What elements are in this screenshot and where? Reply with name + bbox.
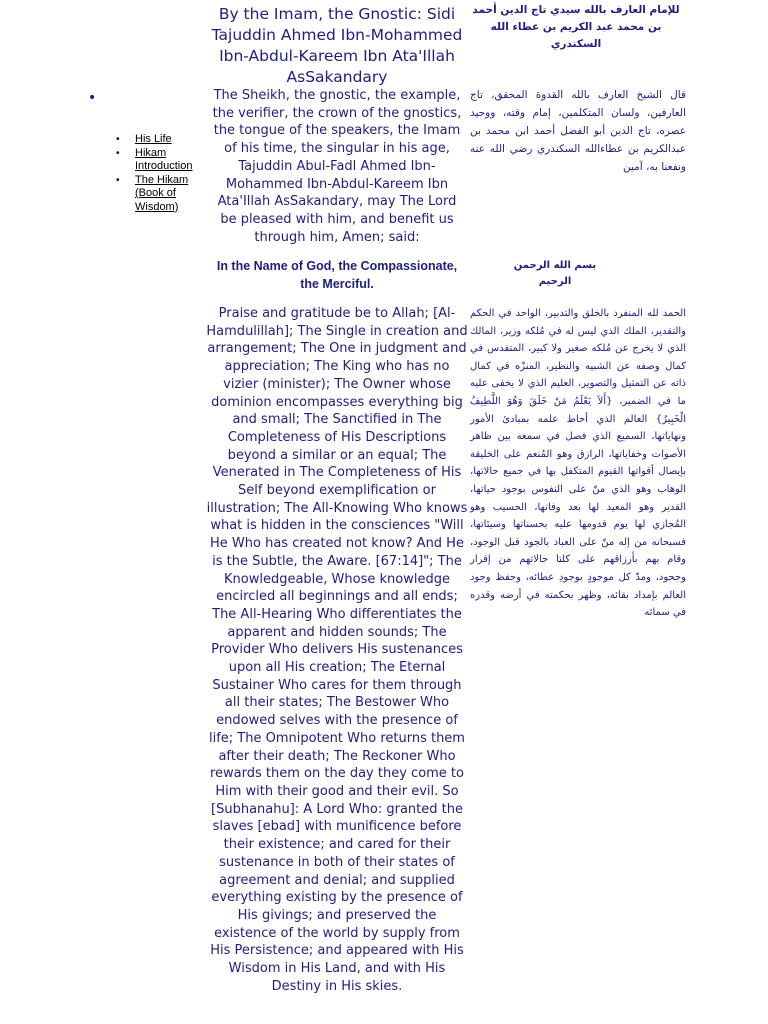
the-hikam-link[interactable]: The Hikam (Book of Wisdom) (135, 173, 189, 213)
english-body-text: Praise and gratitude be to Allah; [Al-Hamdulillah]; The Single in creation and arrangement; The One in judgment and appreciation; The King who has no vizier (minister); The Owner whose dominion encompasses everything big and small; The Sanctified in The Completeness of His Descriptions beyond a similar or an equal; The Venerated in The Completeness of His Self beyond exemplification or illustration; The All-Knowing Who knows what is hidden in the consciences "Will He Who has created not know? And He is the Subtle, the Aware. [67:14]"; The Knowledgeable, Whose knowledge encircled all beginnings and all ends; The All-Hearing Who differentiates the apparent and hidden sounds; The Provider Who delivers His sustenances upon all His creation; The Eternal Sustainer Who cares for them through all their states; The Bestower Who endowed selves with the presence of life; The Omnipotent Who returns them after their death; The Reckoner Who rewards them on the day they come to Him with their good and their evil. So [Subhanahu]: A Lord Who: granted the slaves [ebad] with munificence before their existence; and cared for their sustenance in both of their states of agreement and denial; and supplied everything existing by the presence of His givings; and preserved the existence of the world by supply from His Persistence; and appeared with His Wisdom in His Land, and with His Destiny in His skies. (206, 306, 468, 994)
nav-item-the-hikam (116, 174, 206, 215)
english-intro: The Sheikh, the gnostic, the example, the verifier, the crown of the gnostics, the tongue of the speakers, the Imam of his time, the singular in his age, Tajuddin Abul-Fadl Ahmed Ibn-Mohammed Ibn-Abdul-Kareem Ibn Ata'Illah AsSakandary, may The Lord be pleased with him, and benefit us through him, Amen; said: (212, 88, 462, 245)
english-bismillah: In the Name of God, the Compassionate, the Merciful. (216, 259, 458, 291)
arabic-intro: قال الشيخ العارف بالله القدوة المحقق، تاج العارفين، ولسان المتكلمين، إمام وقته، ووحيد عصره، تاج الدين أبو الفضل أحمد ابن محمد بن عبدالكريم بن عطاءالله السكندري رضي الله عنه ونفعنا به، آمين (470, 89, 686, 173)
sidebar-nav (116, 133, 206, 214)
his-life-link[interactable]: His Life (135, 133, 172, 145)
empty-list-bullet: • (88, 90, 97, 106)
arabic-bismillah: بسم الله الرحمن الرحيم (513, 260, 597, 287)
nav-item-his-life (116, 133, 206, 147)
english-title: By the Imam, the Gnostic: Sidi Tajuddin Ahmed Ibn-Mohammed Ibn-Abdul-Kareem Ibn Ata'Illah AsSakandary (211, 5, 463, 86)
hikam-introduction-link[interactable]: Hikam Introduction (135, 146, 193, 172)
nav-item-hikam-introduction (116, 147, 206, 174)
arabic-title: للإمام العارف بالله سيدي تاج الدين أحمد بن محمد عبد الكريم بن عطاء الله السكندري (472, 4, 680, 50)
arabic-body-text: الحمد لله المنفرد بالخلق والتدبير، الواحد في الحكم والتقدير، الملك الذي ليس له في مُلكه وزير، المالك الذي لا يخرج عن مُلكه صغير ولا كبير، المتقدس في كمال وصفه عن الشبيه والنظير، المنزّه في كمال ذاته عن التمثيل والتصوير، العليم الذي لا يخفى عليه ما في الضمير، {أَلاَ يَعْلَمُ مَنْ خَلَقَ وَهُوَ اللَّطِيفُ الْخَبِيرُ} العالم الذي أحاط علمه بمبادئ الأمور ونهاياتها، السميع الذي فصل في سمعه بين ظاهر الأصوات وخفاياتها، الرازق وهو المُنعم على الخليقة بإيصال أقواتها القيوم المتكفل بها في جميع حالاتها، الوهاب وهو الذي منّ على النفوس بوجود حياتها، القدير وهو المعيد لها بعد وفاتها، الحسيب وهو المُجازي لها يوم قدومها عليه بحسناتها وسيئاتها، فسبحانه من إله منّ على العباد بالجود قبل الوجود، وقام بهم بأرزاقهم على كلتا حالاتهم من إقرار وجحود، ومدّ كل موجودٍ بوجودِ عطائه، وحفظ وجود العالم بإمداد بقائه، وظهر بحكمته في أرضه وقدره في سمائه (470, 308, 686, 619)
